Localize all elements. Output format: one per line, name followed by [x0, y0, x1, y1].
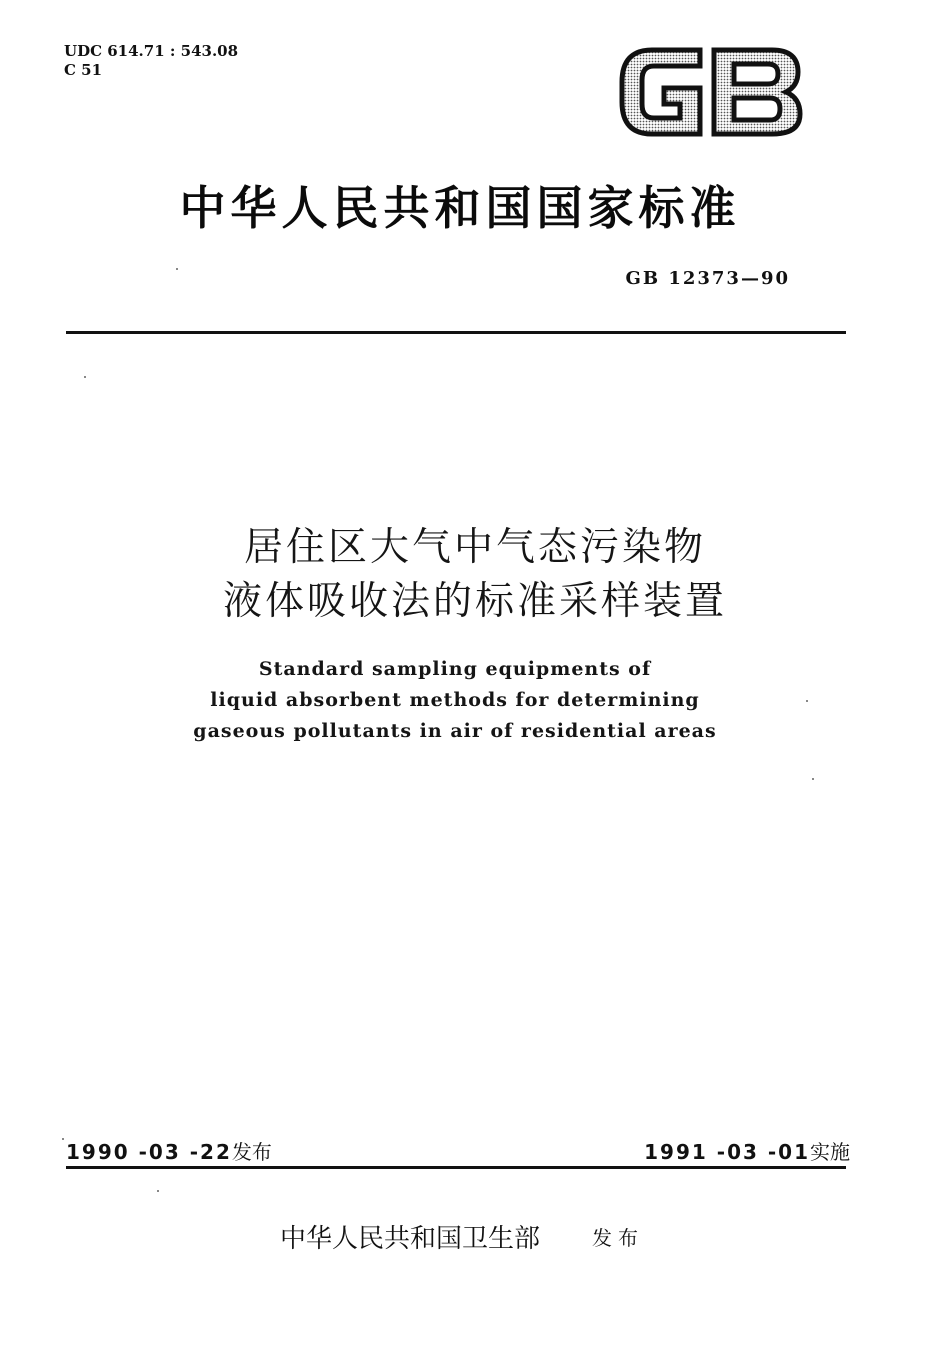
classification-block — [64, 42, 238, 80]
national-standard-title: 中华人民共和国国家标准 — [179, 181, 741, 235]
top-divider — [66, 331, 846, 334]
ccs-code: C 51 — [64, 61, 103, 79]
udc-code: UDC 614.71 : 543.08 — [64, 42, 239, 60]
implement-date-block — [644, 1136, 850, 1165]
issue-date: 1990 -03 -22 — [66, 1140, 232, 1164]
title-en-line-2: liquid absorbent methods for determining — [210, 689, 700, 711]
title-cn-line-1: 居住区大气中气态污染物 — [243, 525, 706, 570]
implement-label: 实施 — [810, 1140, 850, 1164]
scan-speck — [812, 778, 814, 780]
scan-speck — [176, 268, 178, 270]
scan-speck — [806, 700, 808, 702]
title-en-line-1: Standard sampling equipments of — [258, 658, 652, 680]
issue-label: 发布 — [231, 1140, 272, 1164]
title-en-line-3: gaseous pollutants in air of residential areas — [193, 720, 717, 742]
bottom-divider — [66, 1166, 846, 1169]
gb-logo-icon — [612, 42, 808, 142]
scan-speck — [157, 1190, 159, 1192]
standard-number: GB 12373—90 — [625, 268, 790, 289]
publisher-label: 发布 — [592, 1226, 644, 1250]
scan-speck — [62, 1138, 64, 1140]
implement-date: 1991 -03 -01 — [644, 1140, 810, 1164]
publisher-name: 中华人民共和国卫生部 — [280, 1224, 541, 1254]
title-cn-line-2: 液体吸收法的标准采样装置 — [222, 579, 727, 624]
scan-speck — [84, 376, 86, 378]
issue-date-block — [66, 1136, 272, 1165]
